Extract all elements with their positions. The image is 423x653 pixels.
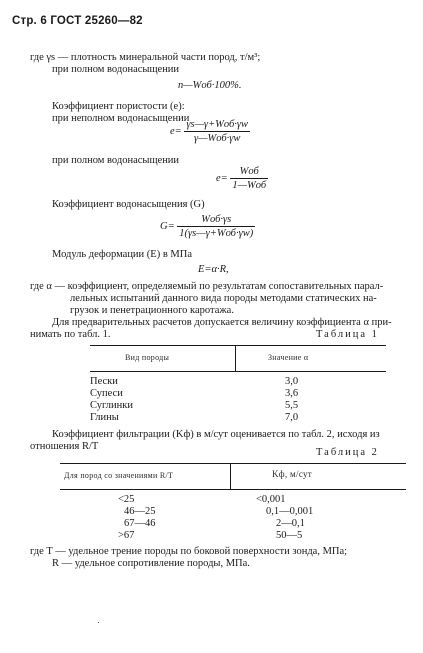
table2-col2-header: Kф, м/сут bbox=[272, 469, 313, 479]
modulus-formula: E=α·R, bbox=[198, 264, 229, 275]
table1-row-name: Супеси bbox=[90, 388, 123, 399]
table1-row-value: 5,5 bbox=[285, 400, 299, 411]
full-saturation-label-2: при полном водонасыщении bbox=[52, 155, 180, 166]
table2-row-ratio: >67 bbox=[118, 530, 135, 541]
page-header: Стр. 6 ГОСТ 25260—82 bbox=[12, 15, 143, 27]
modulus-heading: Модуль деформации (E) в МПа bbox=[52, 249, 192, 260]
alpha-definition-line-1: где α — коэффициент, определяемый по результатам сопоставительных парал- bbox=[30, 281, 384, 292]
table1-col1-header: Вид породы bbox=[125, 353, 170, 362]
partial-saturation-label: при неполном водонасыщении bbox=[52, 113, 190, 124]
table2-row-k: 2—0,1 bbox=[276, 518, 305, 529]
e2-formula-lhs: e= bbox=[216, 172, 228, 184]
table1-title: Таблица 1 bbox=[316, 329, 379, 340]
table1-top-rule bbox=[90, 345, 386, 346]
table2-top-rule bbox=[60, 463, 406, 464]
e-formula-numerator: γs—γ+Wоб·γw bbox=[186, 119, 249, 130]
e2-formula-denominator: 1—Wоб bbox=[232, 180, 267, 191]
preliminary-calc-line-2: нимать по табл. 1. bbox=[30, 329, 111, 340]
table1-col2-header: Значение α bbox=[268, 353, 309, 362]
g-formula-numerator: Wоб·γs bbox=[177, 214, 255, 227]
table2-header-rule bbox=[60, 489, 406, 490]
filtration-line-2: отношения R/T bbox=[30, 441, 99, 452]
filtration-line-1: Коэффициент фильтрации (Kф) в м/сут оценивается по табл. 2, исходя из bbox=[52, 429, 380, 440]
porosity-n-formula: n—Wоб·100%. bbox=[178, 80, 242, 91]
full-saturation-label-1: при полном водонасыщении bbox=[52, 64, 180, 75]
e-formula-lhs: e= bbox=[170, 125, 182, 137]
page-speck bbox=[98, 622, 99, 623]
g-formula-denominator: 1(γs—γ+Wоб·γw) bbox=[179, 228, 254, 239]
table1-header-rule bbox=[90, 371, 386, 372]
table2-col1-header: Для пород со значениями R/T bbox=[64, 471, 174, 480]
table2-row-ratio: 67—46 bbox=[124, 518, 156, 529]
e2-formula-fraction bbox=[230, 166, 268, 191]
g-formula bbox=[160, 214, 255, 239]
alpha-definition-line-2: лельных испытаний данного вида породы методами статических на- bbox=[70, 293, 377, 304]
e-formula-full bbox=[216, 166, 268, 191]
table2-row-k: 50—5 bbox=[276, 530, 303, 541]
e-formula-fraction bbox=[184, 119, 250, 144]
e-formula-denominator: γ—Wоб·γw bbox=[194, 133, 241, 144]
table2-row-k: <0,001 bbox=[256, 494, 286, 505]
t-definition: где T — удельное трение породы по боковой поверхности зонда, МПа; bbox=[30, 546, 348, 557]
table2-row-k: 0,1—0,001 bbox=[266, 506, 314, 517]
table1-row-name: Суглинки bbox=[90, 400, 133, 411]
table2-row-ratio: 46—25 bbox=[124, 506, 156, 517]
g-formula-lhs: G= bbox=[160, 220, 175, 232]
r-definition: R — удельное сопротивление породы, МПа. bbox=[52, 558, 250, 569]
table1-row-value: 3,6 bbox=[285, 388, 299, 399]
gamma-s-definition: где γs — плотность минеральной части пород, т/м³; bbox=[30, 52, 261, 63]
e2-formula-numerator: Wоб bbox=[230, 166, 268, 179]
porosity-coefficient-heading: Коэффициент пористости (e): bbox=[52, 101, 185, 112]
alpha-definition-line-3: грузок и пенетрационного каротажа. bbox=[70, 305, 234, 316]
table1-row-value: 7,0 bbox=[285, 412, 299, 423]
saturation-coefficient-heading: Коэффициент водонасыщения (G) bbox=[52, 199, 205, 210]
table2-title: Таблица 2 bbox=[316, 447, 379, 458]
g-formula-fraction bbox=[177, 214, 255, 239]
table2-row-ratio: <25 bbox=[118, 494, 135, 505]
e-formula-partial bbox=[170, 119, 250, 144]
table1-row-name: Пески bbox=[90, 376, 118, 387]
table2-header-divider bbox=[230, 463, 231, 489]
table1-row-name: Глины bbox=[90, 412, 119, 423]
table1-row-value: 3,0 bbox=[285, 376, 299, 387]
table1-header-divider bbox=[235, 345, 236, 371]
preliminary-calc-line-1: Для предварительных расчетов допускается величину коэффициента α при- bbox=[52, 317, 392, 328]
